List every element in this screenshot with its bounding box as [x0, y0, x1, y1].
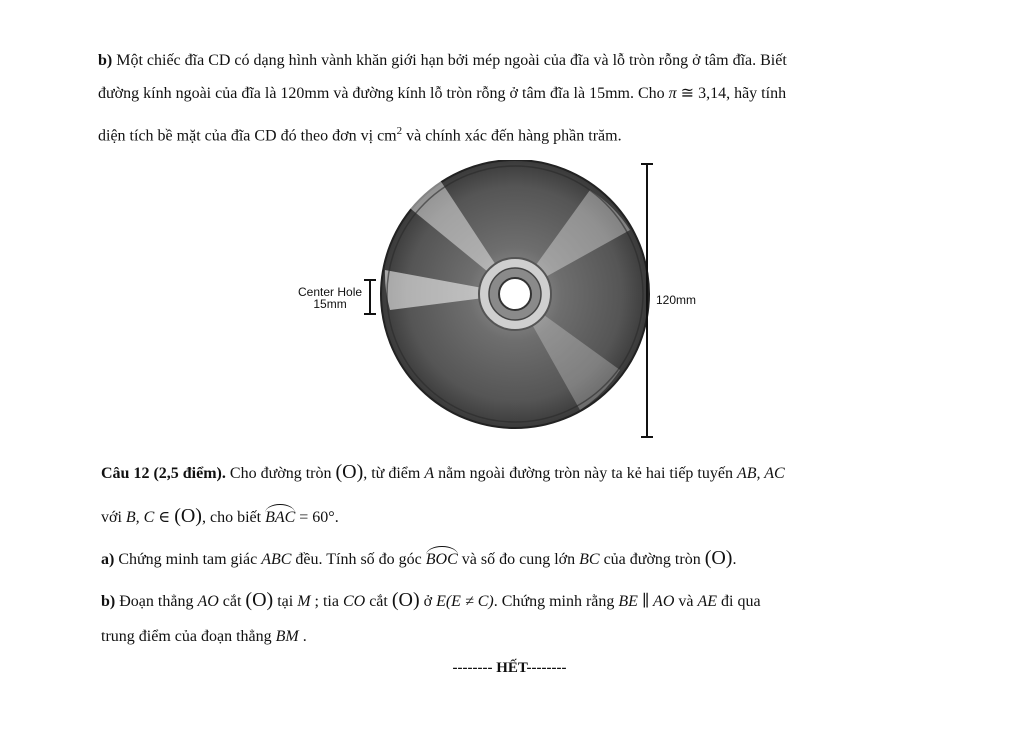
triangle-abc: ABC: [261, 551, 292, 568]
q12-part-b-line-1: [101, 590, 761, 612]
circle-o-3: (O): [704, 547, 733, 569]
ray-co: CO: [342, 593, 366, 610]
pi-approx: ≅ 3,14: [676, 85, 727, 102]
period-a: .: [732, 551, 737, 568]
unit-exponent: 2: [396, 125, 403, 137]
pi-symbol: π: [668, 85, 677, 102]
q12-part-b-line-2: [101, 627, 307, 647]
q12-title: Câu 12 (2,5 điểm).: [101, 465, 226, 482]
q12-text-3: nằm ngoài đường tròn này ta kẻ hai tiếp tuyến: [434, 465, 737, 482]
cd-text-3b: và chính xác đến hàng phần trăm.: [402, 127, 622, 145]
center-hole-size: 15mm: [313, 297, 347, 311]
angle-value: = 60°: [295, 509, 335, 526]
arc-bc: BC: [579, 551, 600, 568]
q12-line-2: [101, 506, 339, 528]
part-a-text-2: đều. Tính số đo góc: [291, 551, 426, 568]
angle-bac: BAC: [265, 509, 296, 526]
cd-text-1: Một chiếc đĩa CD có dạng hình vành khăn giới hạn bởi mép ngoài của đĩa và lỗ tròn rỗng ở tâm đĩa. Biết: [112, 52, 787, 69]
part-a-label: a): [101, 551, 115, 568]
end-mark: -------- HẾT--------: [452, 660, 567, 676]
q12-text-4: , cho biết: [201, 509, 266, 526]
center-hole-text: Center Hole: [298, 285, 363, 299]
segment-bm: BM: [275, 628, 299, 645]
cd-text-2a: đường kính ngoài của đĩa là 120mm và đường kính lỗ tròn rỗng ở tâm đĩa là 15mm. Cho: [98, 85, 669, 102]
point-m: M: [297, 593, 311, 610]
circle-o: (O): [335, 461, 364, 483]
be-parallel-ao: BE ∥ AO: [618, 593, 675, 610]
cd-problem-line-1: [98, 51, 787, 71]
cd-problem-line-3: [98, 121, 622, 146]
cd-text-2b: , hãy tính: [726, 85, 787, 102]
part-b-text-4: ; tia: [310, 593, 343, 610]
part-b-text-7: . Chứng minh rằng: [493, 593, 619, 610]
part-b-text-3: tại: [273, 593, 298, 610]
q12-with: với: [101, 509, 126, 526]
part-b-text-2: cắt: [218, 593, 246, 610]
bc-in: B, C ∈: [125, 509, 175, 526]
q12-line-1: [101, 462, 785, 484]
part-a-text-4: của đường tròn: [599, 551, 705, 568]
part-b-end: .: [298, 628, 307, 645]
segment-ao: AO: [197, 593, 219, 610]
circle-o-4: (O): [245, 589, 274, 611]
part-b-text-5: cắt: [365, 593, 392, 610]
q12-text-1: Cho đường tròn: [225, 465, 336, 482]
circle-o-5: (O): [391, 589, 420, 611]
point-a: A: [424, 465, 435, 482]
circle-o-2: (O): [174, 505, 202, 527]
part-b-line2-text: trung điểm của đoạn thẳng: [101, 628, 276, 645]
part-b-text-9: đi qua: [717, 593, 761, 610]
part-b-text-8: và: [674, 593, 698, 610]
tangents: AB, AC: [736, 465, 785, 482]
cd-figure: [290, 160, 710, 442]
center-hole-label: [298, 286, 362, 310]
q12-text-2: , từ điểm: [363, 465, 425, 482]
outer-diameter-label: 120mm: [656, 293, 697, 307]
q12-part-a: [101, 548, 736, 570]
angle-boc: BOC: [425, 551, 458, 568]
cd-text-3a: diện tích bề mặt của đĩa CD đó theo đơn vị cm: [98, 127, 397, 145]
part-a-text-3: và số đo cung lớn: [457, 551, 580, 568]
cd-problem-line-2: [98, 84, 786, 104]
cd-center-hole: [499, 278, 531, 310]
part-a-text-1: Chứng minh tam giác: [114, 551, 262, 568]
part-b-label: b): [98, 52, 113, 69]
period: .: [334, 509, 339, 526]
part-b2-label: b): [101, 593, 116, 610]
part-b-text-1: Đoạn thẳng: [115, 593, 198, 610]
point-e: E(E ≠ C): [436, 593, 494, 610]
segment-ae: AE: [697, 593, 718, 610]
part-b-text-6: ở: [419, 593, 437, 610]
